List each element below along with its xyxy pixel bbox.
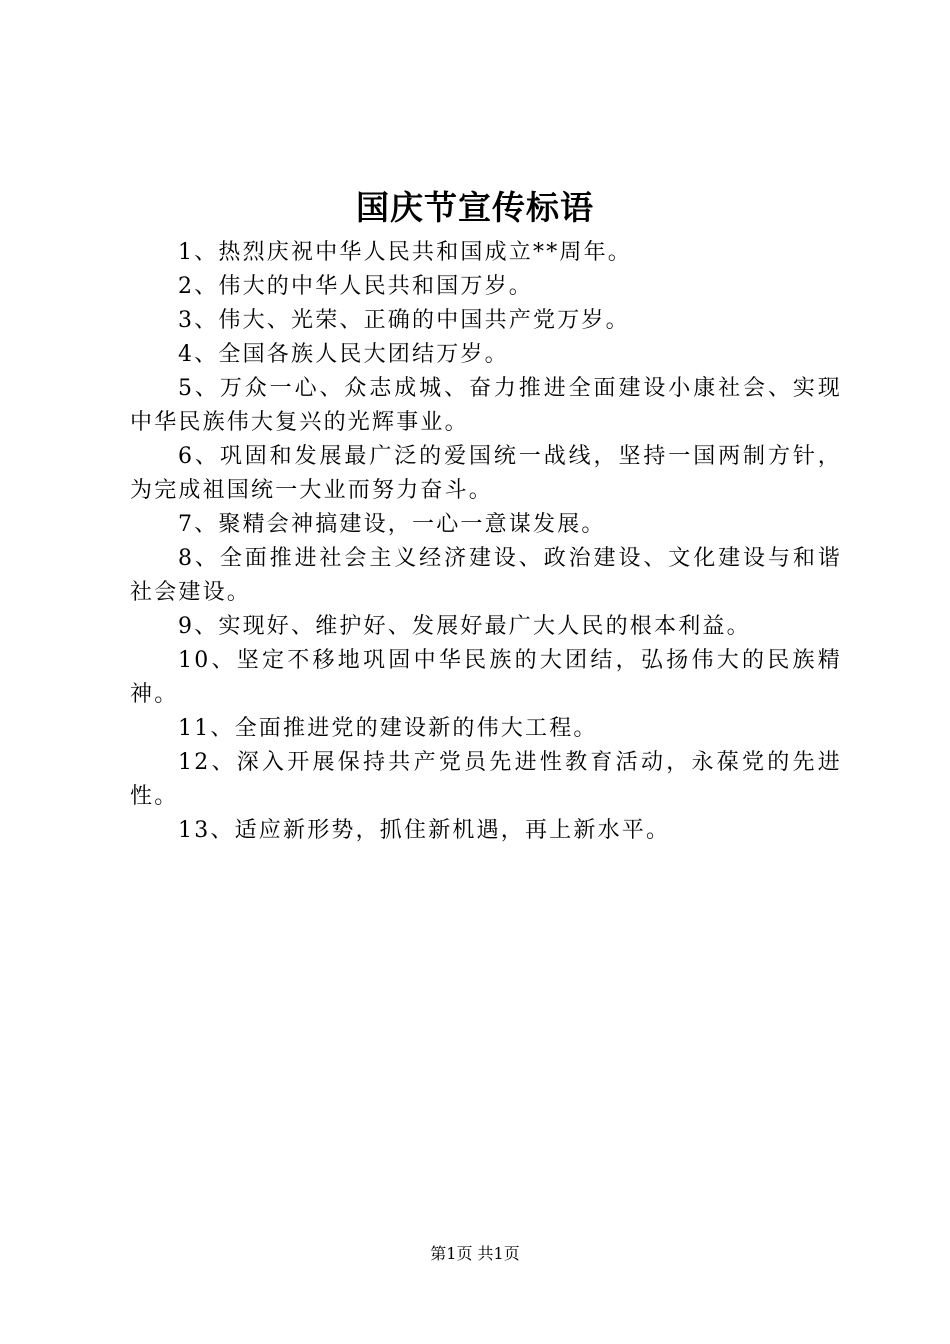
slogan-paragraph: 7、聚精会神搞建设，一心一意谋发展。 bbox=[178, 512, 606, 537]
slogan-paragraph: 5、万众一心、众志成城、奋力推进全面建设小康社会、实现中华民族伟大复兴的光辉事业。 bbox=[130, 376, 842, 435]
page-footer: 第1页 共1页 bbox=[430, 1244, 520, 1263]
slogan-paragraph: 10、坚定不移地巩固中华民族的大团结，弘扬伟大的民族精神。 bbox=[130, 648, 842, 707]
slogan-paragraph: 2、伟大的中华人民共和国万岁。 bbox=[178, 274, 533, 299]
slogan-paragraph: 6、巩固和发展最广泛的爱国统一战线，坚持一国两制方针，为完成祖国统一大业而努力奋斗。 bbox=[130, 444, 842, 503]
slogan-paragraph: 1、热烈庆祝中华人民共和国成立**周年。 bbox=[178, 240, 632, 265]
slogan-paragraph: 13、适应新形势，抓住新机遇，再上新水平。 bbox=[178, 818, 671, 843]
slogan-paragraph: 3、伟大、光荣、正确的中国共产党万岁。 bbox=[178, 308, 630, 333]
document-title: 国庆节宣传标语 bbox=[356, 188, 594, 227]
slogan-paragraph: 11、全面推进党的建设新的伟大工程。 bbox=[178, 716, 598, 741]
slogan-paragraph: 12、深入开展保持共产党员先进性教育活动，永葆党的先进性。 bbox=[130, 750, 842, 809]
slogan-paragraph: 8、全面推进社会主义经济建设、政治建设、文化建设与和谐社会建设。 bbox=[130, 546, 842, 605]
document-body bbox=[130, 236, 842, 848]
slogan-paragraph: 9、实现好、维护好、发展好最广大人民的根本利益。 bbox=[178, 614, 751, 639]
slogan-paragraph: 4、全国各族人民大团结万岁。 bbox=[178, 342, 509, 367]
